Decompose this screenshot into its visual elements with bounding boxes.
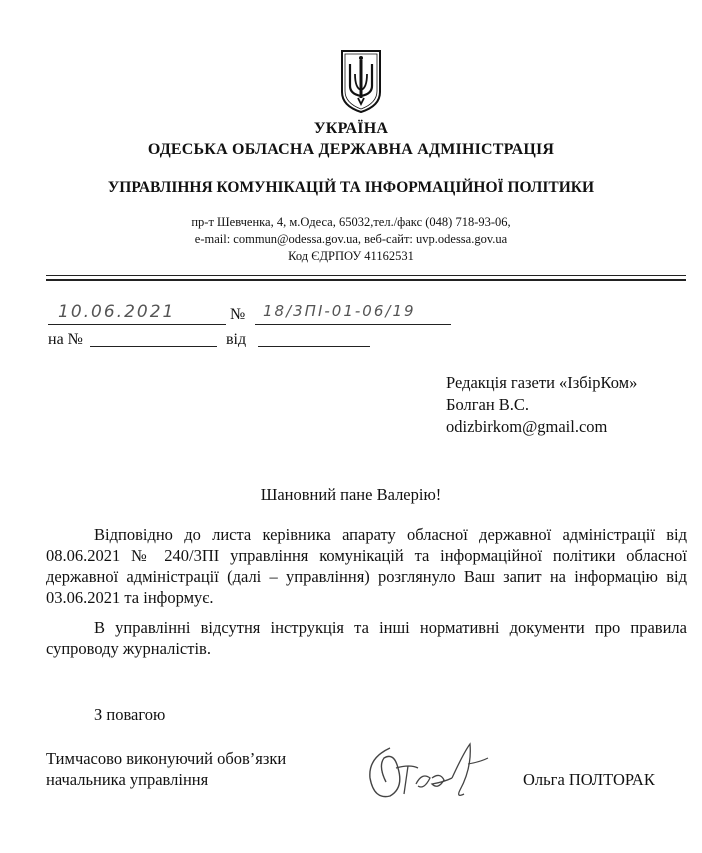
address-line-2: e-mail: commun@odessa.gov.ua, веб-сайт: uvp.odessa.gov.ua [194,232,508,246]
registration-number: 18/3ПІ-01-06/19 [263,302,416,320]
registration-date-field [48,302,226,325]
department-title: УПРАВЛІННЯ КОМУНІКАЦІЙ ТА ІНФОРМАЦІЙНОЇ ПОЛІТИКИ [107,179,595,196]
recipient-line-1: Редакція газети «ІзбірКом» [446,373,638,392]
address-line-3: Код ЄДРПОУ 41162531 [288,249,414,263]
country-title: УКРАЇНА [313,120,389,137]
trident-emblem-icon [338,48,384,114]
recipient-email: odizbirkom@gmail.com [446,417,608,436]
registration-number-field [255,302,451,325]
closing: З повагою [94,705,166,724]
registration-date: 10.06.2021 [58,302,176,322]
recipient-line-2: Болган В.С. [446,395,530,414]
reply-from-field [258,328,370,347]
handwritten-signature [360,738,500,806]
reply-from-label: від [226,331,247,348]
reply-to-field [90,328,217,347]
reply-to-label: на № [48,331,83,348]
signatory-name: Ольга ПОЛТОРАК [523,770,655,789]
header-divider-top [46,275,686,276]
signatory-title-line-2: начальника управління [46,770,209,789]
header-divider-bottom [46,279,686,281]
address-line-1: пр-т Шевченка, 4, м.Одеса, 65032,тел./факс (048) 718-93-06, [191,215,511,229]
administration-title: ОДЕСЬКА ОБЛАСНА ДЕРЖАВНА АДМІНІСТРАЦІЯ [147,141,555,158]
body-paragraph-1: Відповідно до листа керівника апарату обласної державної адміністрації від 08.06.2021 № 240/3ПІ управління комунікацій та інформаційної політики обласної державної адміністрації (далі – управління) розглянуло Ваш запит на інформацію від 03.06.2021 та інформує. [46,525,687,607]
salutation: Шановний пане Валерію! [260,485,442,504]
registration-number-label: № [230,306,246,323]
body-paragraph-2: В управлінні відсутня інструкція та інші нормативні документи про правила супроводу журналістів. [46,618,687,658]
signatory-title-line-1: Тимчасово виконуючий обов’язки [46,749,287,768]
